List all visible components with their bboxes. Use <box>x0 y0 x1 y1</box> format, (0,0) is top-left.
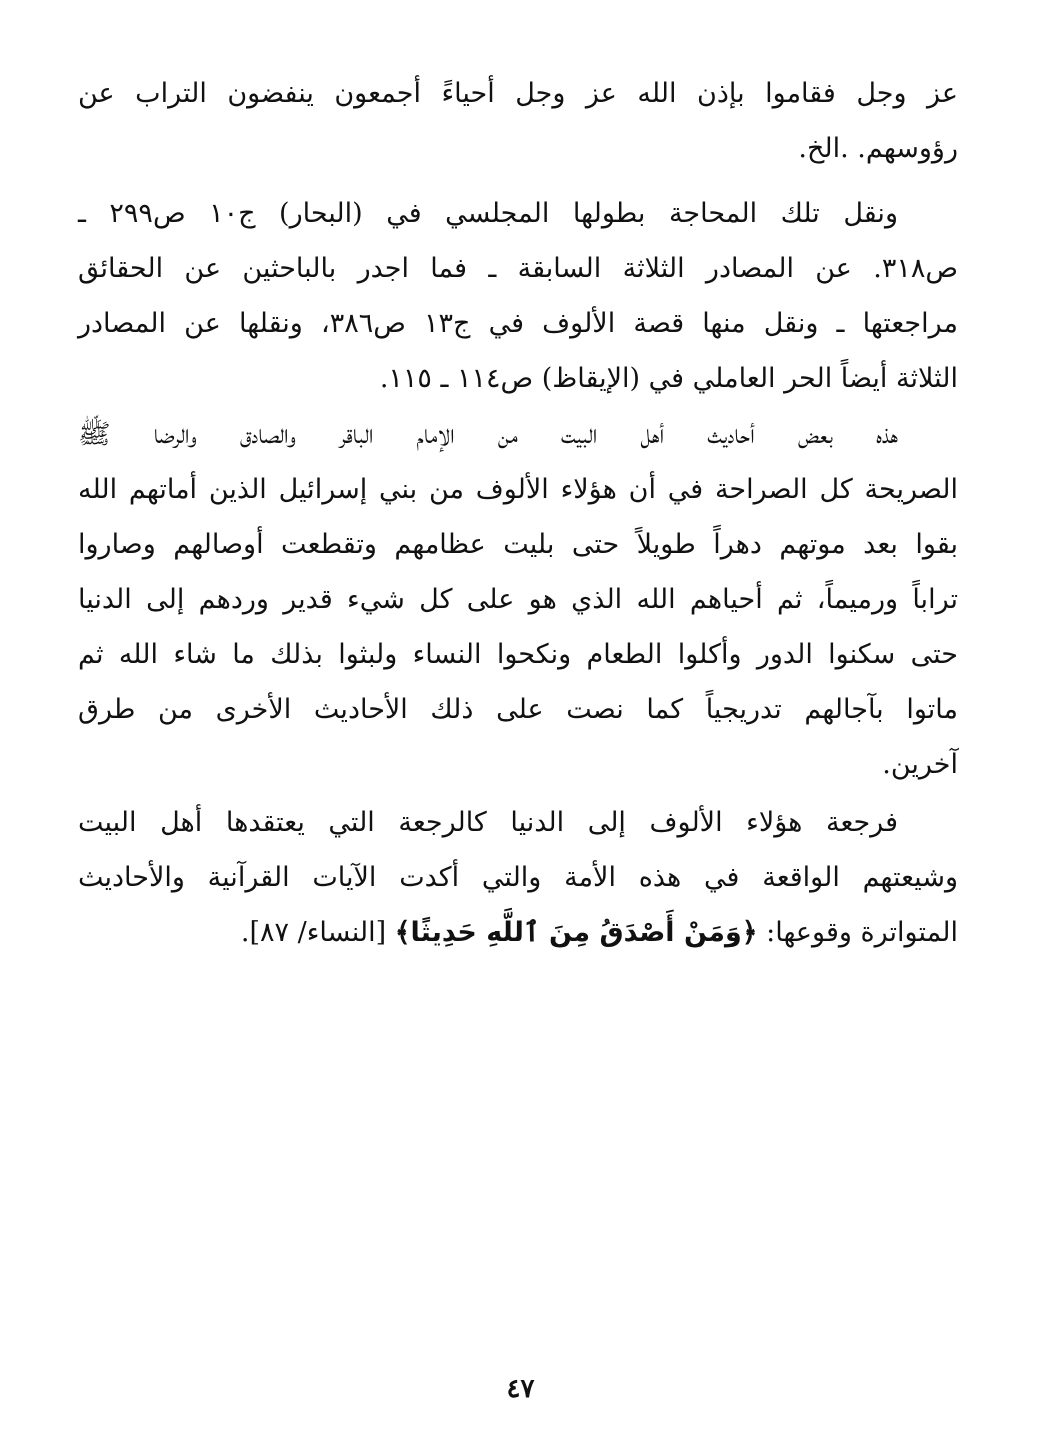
text-line: ماتوا بآجالهم تدريجياً كما نصت على ذلك الأحاديث الأخرى من طرق <box>78 694 958 725</box>
text-line: الصريحة كل الصراحة في أن هؤلاء الألوف من بني إسرائيل الذين أماتهم الله <box>78 474 958 505</box>
text-line: آخرين. <box>882 749 958 780</box>
verse-reference: [النساء/ ٨٧]. <box>240 917 395 948</box>
paragraph-ahl-al-bayt-hadith <box>78 407 958 792</box>
quran-verse-quote: ﴿وَمَنْ أَصْدَقُ مِنَ ٱللَّهِ حَدِيثًا﴾ <box>394 917 758 948</box>
text-line: عز وجل فقاموا بإذن الله عز وجل أحياءً أجمعون ينفضون التراب عن <box>78 78 958 109</box>
paragraph-raja-conclusion <box>78 795 958 960</box>
paragraph-bihar-citation <box>78 186 958 406</box>
text-line: رؤوسهم. .الخ. <box>798 133 958 164</box>
text-line: تراباً ورميماً، ثم أحياهم الله الذي هو على كل شيء قدير وردهم إلى الدنيا <box>78 584 958 615</box>
page-number: ٤٧ <box>506 1374 535 1404</box>
text-line: الثلاثة أيضاً الحر العاملي في (الإيقاظ) ص١١٤ ـ ١١٥. <box>379 363 958 394</box>
text-line-with-quran-quote <box>78 905 958 960</box>
text-line: فرجعة هؤلاء الألوف إلى الدنيا كالرجعة التي يعتقدها أهل البيت <box>78 807 898 838</box>
text-line: بقوا بعد موتهم دهراً طويلاً حتى بليت عظامهم وتقطعت أوصالهم وصاروا <box>78 529 958 560</box>
text-line: ص٣١٨. عن المصادر الثلاثة السابقة ـ فما اجدر بالباحثين عن الحقائق <box>78 253 958 284</box>
text-line: حتى سكنوا الدور وأكلوا الطعام ونكحوا النساء ولبثوا بذلك ما شاء الله ثم <box>78 639 958 670</box>
text-fragment: المتواترة وقوعها: <box>757 917 958 948</box>
text-line: مراجعتها ـ ونقل منها قصة الألوف في ج١٣ ص٣٨٦، ونقلها عن المصادر <box>78 308 958 339</box>
text-line: وشيعتهم الواقعة في هذه الأمة والتي أكدت الآيات القرآنية والأحاديث <box>78 862 958 893</box>
text-line: ونقل تلك المحاجة بطولها المجلسي في (البحار) ج١٠ ص٢٩٩ ـ <box>78 198 898 229</box>
text-line: هذه بعض أحاديث أهل البيت من الإمام الباقر والصادق والرضا ﷺ <box>78 419 898 450</box>
paragraph-continuation <box>78 66 958 176</box>
